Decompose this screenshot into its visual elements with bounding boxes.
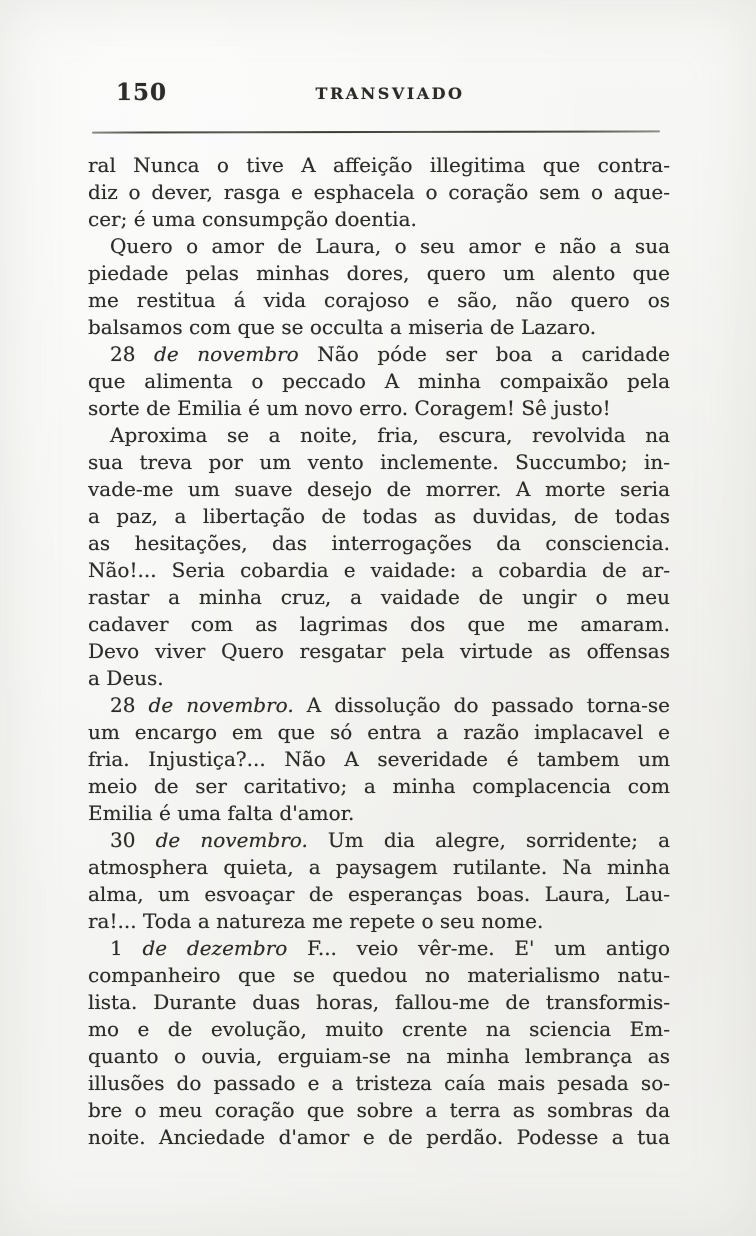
text-line: Devo viver Quero resgatar pela virtude as offensas [88, 639, 670, 663]
text-line: ra!... Toda a natureza me repete o seu nome. [88, 909, 544, 933]
running-title: TRANSVIADO [315, 84, 465, 103]
text-line: 30 de novembro. Um dia alegre, sorridente; a [110, 828, 670, 852]
text-line: Não!... Seria cobardia e vaidade: a cobardia de ar- [88, 558, 670, 582]
text-line: sua treva por um vento inclemente. Succumbo; in- [88, 450, 670, 474]
text-line: 28 de novembro Não póde ser boa a caridade [110, 342, 670, 366]
header-divider-rule [92, 130, 660, 133]
text-line: a Deus. [88, 666, 164, 690]
text-line: noite. Anciedade d'amor e de perdão. Podesse a tua [88, 1125, 670, 1149]
text-line: cer; é uma consumpção doentia. [88, 207, 417, 231]
page-number: 150 [116, 79, 168, 106]
text-line: alma, um esvoaçar de esperanças boas. Laura, Lau- [88, 882, 670, 906]
text-line: lista. Durante duas horas, fallou-me de transformis- [88, 990, 670, 1014]
text-line: sorte de Emilia é um novo erro. Coragem! Sê justo! [88, 396, 611, 420]
body-text [88, 152, 670, 1151]
text-line: illusões do passado e a tristeza caía mais pesada so- [88, 1071, 670, 1095]
text-line: 28 de novembro. A dissolução do passado torna-se [110, 693, 670, 717]
text-line: rastar a minha cruz, a vaidade de ungir o meu [88, 585, 670, 609]
text-line: ral Nunca o tive A affeição illegitima que contra- [88, 153, 670, 177]
text-line: as hesitações, das interrogações da consciencia. [88, 531, 670, 555]
text-line: vade-me um suave desejo de morrer. A morte seria [88, 477, 670, 501]
text-line: 1 de dezembro F... veio vêr-me. E' um antigo [110, 936, 670, 960]
text-line: atmosphera quieta, a paysagem rutilante. Na minha [88, 855, 670, 879]
text-line: diz o dever, rasga e esphacela o coração sem o aque- [88, 180, 670, 204]
text-line: cadaver com as lagrimas dos que me amaram. [88, 612, 670, 636]
text-line: companheiro que se quedou no materialismo natu- [88, 963, 670, 987]
text-line: me restitua á vida corajoso e são, não quero os [88, 288, 670, 312]
text-line: Emilia é uma falta d'amor. [88, 801, 355, 825]
text-line: um encargo em que só entra a razão implacavel e [88, 720, 670, 744]
text-line: Quero o amor de Laura, o seu amor e não a sua [110, 234, 670, 258]
text-line: Aproxima se a noite, fria, escura, revolvida na [110, 423, 670, 447]
text-line: fria. Injustiça?... Não A severidade é tambem um [88, 747, 670, 771]
text-line: balsamos com que se occulta a miseria de Lazaro. [88, 315, 597, 339]
text-line: quanto o ouvia, erguiam-se na minha lembrança as [88, 1044, 670, 1068]
text-line: piedade pelas minhas dores, quero um alento que [88, 261, 670, 285]
text-line: meio de ser caritativo; a minha complacencia com [88, 774, 670, 798]
text-line: a paz, a libertação de todas as duvidas, de todas [88, 504, 670, 528]
text-line: mo e de evolução, muito crente na sciencia Em- [88, 1017, 670, 1041]
text-line: que alimenta o peccado A minha compaixão pela [88, 369, 670, 393]
text-line: bre o meu coração que sobre a terra as sombras da [88, 1098, 670, 1122]
